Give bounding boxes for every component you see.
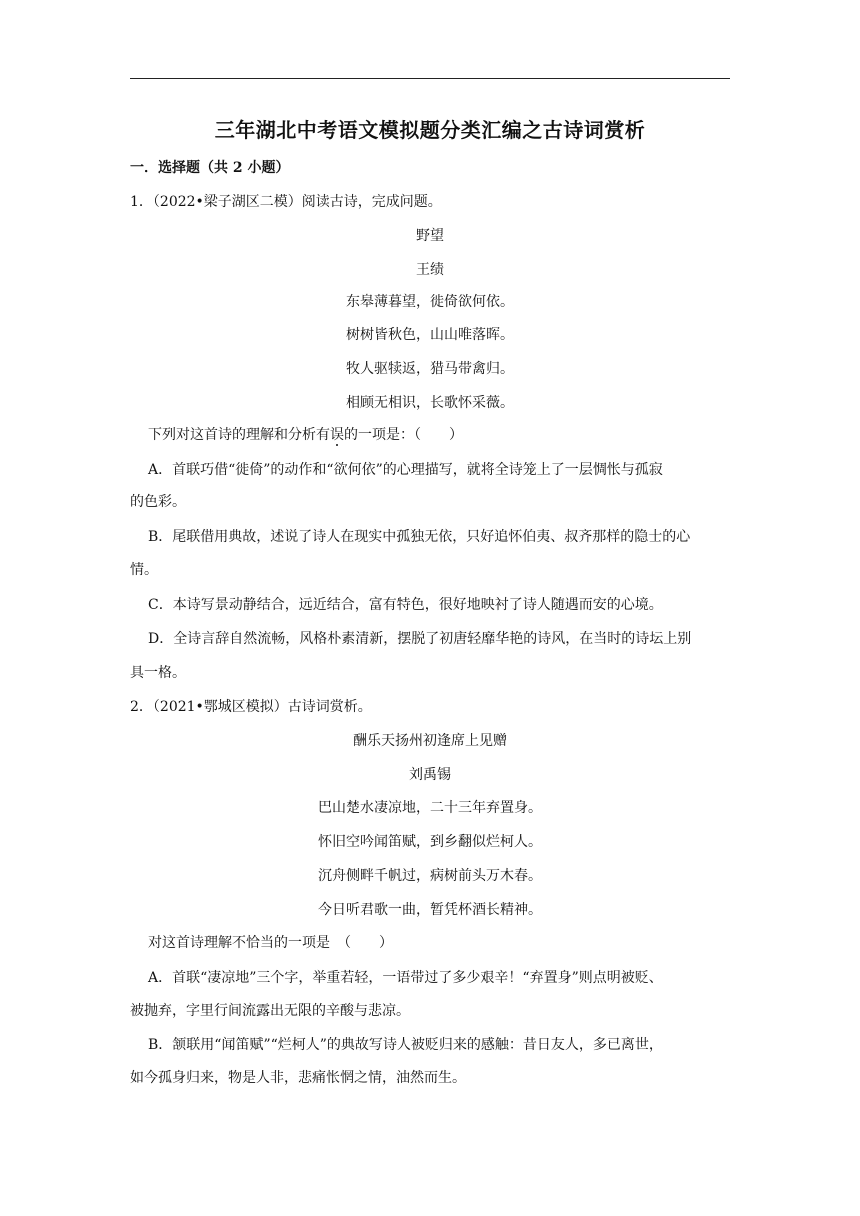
q2-option-a: A．首联“凄凉地”三个字，举重若轻，一语带过了多少艰辛！“弃置身”则点明被贬、 (148, 970, 663, 986)
q2-prompt: 对这首诗理解不恰当的一项是 （ ） (148, 935, 393, 951)
header-rule (130, 78, 730, 79)
q1-poem-line: 东皋薄暮望，徙倚欲何依。 (346, 294, 514, 310)
q1-option-d-cont: 具一格。 (130, 665, 186, 681)
q1-prompt-after: 的一项是：（ ） (344, 427, 463, 443)
q1-option-a: A．首联巧借“徙倚”的动作和“欲何依”的心理描写，就将全诗笼上了一层惆怅与孤寂 (148, 462, 663, 478)
q1-poem-author: 王绩 (416, 262, 444, 278)
q1-option-b-cont: 情。 (130, 562, 158, 578)
q1-stem: 1．（2022•梁子湖区二模）阅读古诗，完成问题。 (130, 194, 442, 210)
q1-poem-line: 相顾无相识，长歌怀采薇。 (346, 395, 514, 411)
q2-poem-line: 沉舟侧畔千帆过，病树前头万木春。 (318, 868, 542, 884)
q1-prompt (130, 425, 730, 445)
page-title: 三年湖北中考语文模拟题分类汇编之古诗词赏析 (214, 118, 646, 142)
q1-poem-line: 树树皆秋色，山山唯落晖。 (346, 327, 514, 343)
q1-option-a-cont: 的色彩。 (130, 494, 186, 510)
q2-poem-line: 今日听君歌一曲，暂凭杯酒长精神。 (318, 902, 542, 918)
q2-stem: 2．（2021•鄂城区模拟）古诗词赏析。 (130, 699, 372, 715)
q1-option-d: D．全诗言辞自然流畅，风格朴素清新，摆脱了初唐轻靡华艳的诗风，在当时的诗坛上别 (148, 631, 692, 647)
q1-prompt-emphasis: 误 (330, 427, 344, 443)
q2-poem-line: 巴山楚水凄凉地，二十三年弃置身。 (318, 800, 542, 816)
q2-poem-author: 刘禹锡 (409, 767, 451, 783)
section-heading: 一．选择题（共 2 小题） (130, 160, 290, 176)
q2-option-a-cont: 被抛弃，字里行间流露出无限的辛酸与悲凉。 (130, 1003, 410, 1019)
q1-option-b: B．尾联借用典故，述说了诗人在现实中孤独无依，只好追怀伯夷、叔齐那样的隐士的心 (148, 529, 691, 545)
q1-poem-line: 牧人驱犊返，猎马带禽归。 (346, 361, 514, 377)
q1-poem-title: 野望 (416, 228, 444, 244)
q2-poem-line: 怀旧空吟闻笛赋，到乡翻似烂柯人。 (318, 834, 542, 850)
q1-option-c: C．本诗写景动静结合，远近结合，富有特色，很好地映衬了诗人随遇而安的心境。 (148, 597, 663, 613)
q2-option-b-cont: 如今孤身归来，物是人非，悲痛怅惘之情，油然而生。 (130, 1070, 466, 1086)
q2-option-b: B．颔联用“闻笛赋”“烂柯人”的典故写诗人被贬归来的感触：昔日友人，多已离世， (148, 1037, 663, 1053)
q2-poem-title: 酬乐天扬州初逢席上见赠 (353, 733, 507, 749)
q1-prompt-before: 下列对这首诗的理解和分析有 (148, 427, 330, 443)
